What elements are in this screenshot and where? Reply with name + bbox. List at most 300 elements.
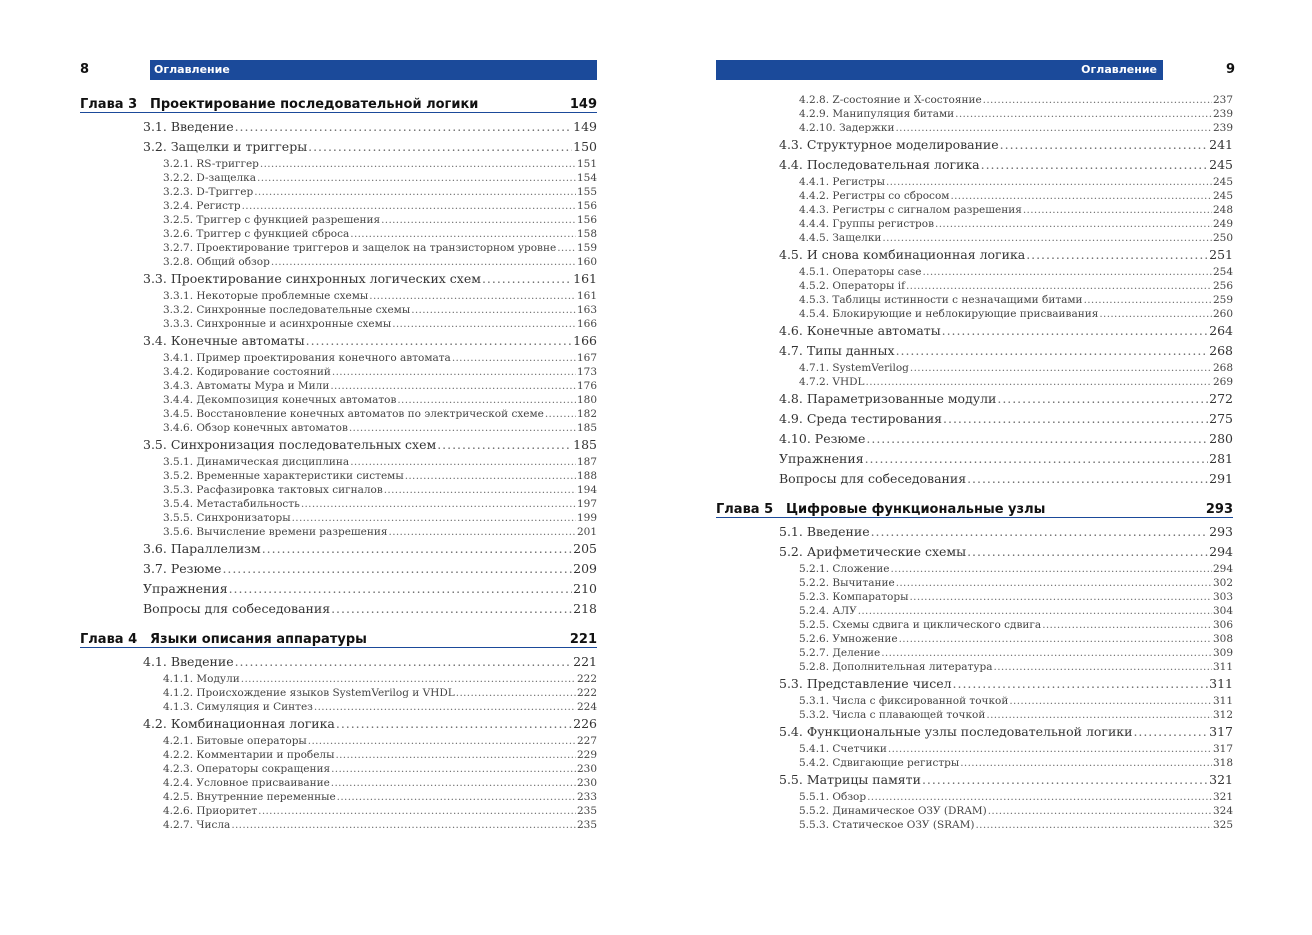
toc-subsection-page: 182 — [576, 408, 597, 420]
toc-subsection-title: 4.5.2. Операторы if — [799, 280, 905, 292]
toc-subsection-title: 3.2.8. Общий обзор — [163, 256, 270, 268]
toc-subsection-title: 4.2.5. Внутренние переменные — [163, 791, 336, 803]
right-page — [716, 0, 1236, 935]
toc-subsection-title: 3.2.1. RS-триггер — [163, 158, 259, 170]
toc-subsection-title: 4.4.3. Регистры с сигналом разрешения — [799, 204, 1022, 216]
toc-subsection-page: 156 — [576, 214, 597, 226]
toc-section-page: 150 — [573, 139, 597, 154]
toc-subsection[interactable] — [716, 189, 1233, 203]
toc-section-page: 245 — [1209, 157, 1233, 172]
toc-subsection-page: 173 — [576, 366, 597, 378]
toc-subsection-page: 230 — [576, 777, 597, 789]
toc-section-title: 5.1. Введение — [779, 524, 870, 539]
toc-subsection[interactable] — [716, 107, 1233, 121]
dot-leader — [950, 189, 1212, 203]
toc-subsection-page: 154 — [576, 172, 597, 184]
toc-subsection-page: 302 — [1212, 577, 1233, 589]
toc-subsection-page: 156 — [576, 200, 597, 212]
dot-leader — [456, 686, 576, 700]
toc-subsection-page: 155 — [576, 186, 597, 198]
toc-subsection[interactable] — [80, 227, 597, 241]
toc-subsection[interactable] — [716, 708, 1233, 722]
toc-subsection-title: 3.5.4. Метастабильность — [163, 498, 300, 510]
running-header: Оглавление — [716, 60, 1163, 80]
toc-subsection-page: 239 — [1212, 122, 1233, 134]
dot-leader — [943, 409, 1208, 429]
toc-section[interactable] — [80, 331, 597, 351]
toc-subsection-page: 235 — [576, 819, 597, 831]
toc-section-page: 209 — [573, 561, 597, 576]
page-number: 8 — [80, 62, 90, 77]
toc-section-page: 311 — [1209, 676, 1233, 691]
toc-subsection[interactable] — [80, 686, 597, 700]
dot-leader — [967, 542, 1208, 562]
table-of-contents — [80, 92, 597, 832]
toc-subsection-title: 5.4.1. Счетчики — [799, 743, 887, 755]
toc-section-title: 4.7. Типы данных — [779, 343, 895, 358]
toc-section-title: 4.6. Конечные автоматы — [779, 323, 941, 338]
toc-section[interactable] — [716, 469, 1233, 489]
toc-subsection-title: 5.5.2. Динамическое ОЗУ (DRAM) — [799, 805, 987, 817]
toc-subsection-title: 5.3.2. Числа с плавающей точкой — [799, 709, 986, 721]
toc-subsection[interactable] — [716, 576, 1233, 590]
toc-subsection-title: 3.5.3. Расфазировка тактовых сигналов — [163, 484, 383, 496]
toc-subsection[interactable] — [716, 590, 1233, 604]
toc-subsection-title: 4.2.2. Комментарии и пробелы — [163, 749, 335, 761]
dot-leader — [292, 511, 576, 525]
toc-section-title: 3.7. Резюме — [143, 561, 222, 576]
toc-section-title: 4.3. Структурное моделирование — [779, 137, 999, 152]
toc-subsection-page: 176 — [576, 380, 597, 392]
toc-section[interactable] — [80, 652, 597, 672]
toc-section[interactable] — [716, 429, 1233, 449]
toc-section-title: 3.3. Проектирование синхронных логических схем — [143, 271, 481, 286]
chapter-heading[interactable] — [80, 92, 597, 113]
toc-section-page: 275 — [1209, 411, 1233, 426]
toc-section-page: 272 — [1209, 391, 1233, 406]
toc-subsection[interactable] — [80, 790, 597, 804]
toc-subsection[interactable] — [80, 776, 597, 790]
toc-subsection-page: 308 — [1212, 633, 1233, 645]
toc-section-page: 226 — [573, 716, 597, 731]
toc-subsection-page: 161 — [576, 290, 597, 302]
toc-subsection-title: 5.5.3. Статическое ОЗУ (SRAM) — [799, 819, 975, 831]
toc-subsection-title: 4.4.4. Группы регистров — [799, 218, 935, 230]
dot-leader — [389, 525, 576, 539]
dot-leader — [452, 351, 576, 365]
dot-leader — [235, 652, 573, 672]
toc-subsection-page: 194 — [576, 484, 597, 496]
toc-section-title: 5.4. Функциональные узлы последовательной логики — [779, 724, 1133, 739]
toc-subsection[interactable] — [716, 562, 1233, 576]
toc-section[interactable] — [80, 559, 597, 579]
toc-subsection-page: 311 — [1212, 661, 1233, 673]
toc-section-page: 251 — [1209, 247, 1233, 262]
toc-section-title: 5.2. Арифметические схемы — [779, 544, 967, 559]
dot-leader — [331, 776, 576, 790]
toc-subsection[interactable] — [716, 293, 1233, 307]
dot-leader — [1000, 135, 1208, 155]
toc-subsection-page: 312 — [1212, 709, 1233, 721]
toc-subsection-title: 3.4.4. Декомпозиция конечных автоматов — [163, 394, 397, 406]
toc-section-title: 3.1. Введение — [143, 119, 234, 134]
dot-leader — [922, 265, 1211, 279]
toc-subsection[interactable] — [716, 375, 1233, 389]
toc-section[interactable] — [80, 435, 597, 455]
chapter-page: 293 — [1205, 502, 1233, 517]
dot-leader — [482, 269, 572, 289]
toc-subsection[interactable] — [80, 497, 597, 511]
toc-subsection-page: 197 — [576, 498, 597, 510]
toc-section-page: 281 — [1209, 451, 1233, 466]
toc-subsection[interactable] — [716, 660, 1233, 674]
dot-leader — [349, 421, 576, 435]
toc-subsection[interactable] — [80, 734, 597, 748]
toc-section-page: 218 — [573, 601, 597, 616]
dot-leader — [909, 590, 1211, 604]
toc-section-page: 185 — [573, 437, 597, 452]
toc-subsection-title: 4.2.1. Битовые операторы — [163, 735, 307, 747]
toc-subsection-page: 311 — [1212, 695, 1233, 707]
toc-subsection[interactable] — [80, 672, 597, 686]
toc-section[interactable] — [80, 539, 597, 559]
dot-leader — [988, 804, 1212, 818]
toc-subsection-title: 4.5.1. Операторы case — [799, 266, 922, 278]
toc-subsection-title: 3.2.4. Регистр — [163, 200, 241, 212]
toc-subsection[interactable] — [716, 694, 1233, 708]
dot-leader — [557, 241, 576, 255]
toc-subsection[interactable] — [716, 632, 1233, 646]
dot-leader — [1042, 618, 1212, 632]
dot-leader — [262, 539, 572, 559]
dot-leader — [308, 137, 572, 157]
toc-subsection[interactable] — [716, 175, 1233, 189]
toc-section-title: 4.2. Комбинационная логика — [143, 716, 335, 731]
toc-subsection[interactable] — [80, 157, 597, 171]
dot-leader — [994, 660, 1212, 674]
toc-subsection-page: 230 — [576, 763, 597, 775]
toc-subsection[interactable] — [80, 804, 597, 818]
toc-subsection[interactable] — [80, 483, 597, 497]
dot-leader — [997, 389, 1208, 409]
toc-section-title: Упражнения — [143, 581, 228, 596]
toc-subsection-title: 3.4.3. Автоматы Мура и Мили — [163, 380, 330, 392]
toc-subsection[interactable] — [80, 255, 597, 269]
dot-leader — [257, 171, 576, 185]
dot-leader — [392, 317, 576, 331]
toc-subsection-title: 4.2.6. Приоритет — [163, 805, 258, 817]
toc-subsection-page: 248 — [1212, 204, 1233, 216]
toc-section-page: 205 — [573, 541, 597, 556]
toc-section-page: 221 — [573, 654, 597, 669]
toc-subsection[interactable] — [80, 469, 597, 483]
dot-leader — [350, 227, 576, 241]
toc-section-title: 3.2. Защелки и триггеры — [143, 139, 308, 154]
toc-subsection[interactable] — [80, 700, 597, 714]
toc-section[interactable] — [716, 389, 1233, 409]
toc-section[interactable] — [716, 321, 1233, 341]
toc-subsection[interactable] — [716, 818, 1233, 832]
chapter-heading[interactable] — [80, 627, 597, 648]
toc-subsection[interactable] — [80, 455, 597, 469]
toc-section[interactable] — [716, 341, 1233, 361]
toc-subsection-title: 4.4.1. Регистры — [799, 176, 885, 188]
toc-subsection[interactable] — [80, 525, 597, 539]
toc-section-page: 294 — [1209, 544, 1233, 559]
dot-leader — [437, 435, 572, 455]
toc-section-title: 4.9. Среда тестирования — [779, 411, 943, 426]
toc-subsection-page: 324 — [1212, 805, 1233, 817]
toc-subsection-title: 4.2.7. Числа — [163, 819, 231, 831]
dot-leader — [337, 790, 576, 804]
toc-subsection-title: 5.2.6. Умножение — [799, 633, 898, 645]
dot-leader — [1084, 293, 1212, 307]
dot-leader — [942, 321, 1209, 341]
toc-section-title: Упражнения — [779, 451, 864, 466]
toc-subsection-title: 3.4.2. Кодирование состояний — [163, 366, 331, 378]
toc-section-page: 280 — [1209, 431, 1233, 446]
toc-subsection[interactable] — [80, 365, 597, 379]
toc-section[interactable] — [716, 522, 1233, 542]
toc-subsection-title: 4.1.3. Симуляция и Синтез — [163, 701, 313, 713]
toc-subsection-title: 3.3.1. Некоторые проблемные схемы — [163, 290, 369, 302]
toc-subsection[interactable] — [716, 618, 1233, 632]
running-header: Оглавление — [150, 60, 597, 80]
chapter-label: Глава 5 — [716, 502, 774, 517]
toc-subsection[interactable] — [716, 646, 1233, 660]
toc-subsection-page: 303 — [1212, 591, 1233, 603]
toc-section-title: 5.5. Матрицы памяти — [779, 772, 921, 787]
toc-subsection[interactable] — [80, 171, 597, 185]
toc-section-page: 149 — [573, 119, 597, 134]
toc-subsection-page: 227 — [576, 735, 597, 747]
toc-subsection-page: 318 — [1212, 757, 1233, 769]
toc-subsection-title: 3.4.1. Пример проектирования конечного автомата — [163, 352, 451, 364]
toc-subsection[interactable] — [716, 231, 1233, 245]
toc-subsection[interactable] — [716, 203, 1233, 217]
toc-subsection-page: 167 — [576, 352, 597, 364]
toc-subsection-page: 235 — [576, 805, 597, 817]
page-number: 9 — [1226, 62, 1236, 77]
toc-subsection[interactable] — [716, 121, 1233, 135]
toc-subsection[interactable] — [716, 804, 1233, 818]
toc-subsection-title: 4.5.3. Таблицы истинности с незначащими битами — [799, 294, 1083, 306]
toc-subsection-page: 222 — [576, 687, 597, 699]
toc-subsection-title: 3.2.3. D-Триггер — [163, 186, 254, 198]
dot-leader — [1026, 245, 1208, 265]
dot-leader — [384, 483, 576, 497]
toc-subsection-title: 3.5.2. Временные характеристики системы — [163, 470, 404, 482]
toc-subsection[interactable] — [80, 818, 597, 832]
toc-section-title: 3.4. Конечные автоматы — [143, 333, 305, 348]
toc-section-page: 321 — [1209, 772, 1233, 787]
dot-leader — [896, 121, 1212, 135]
toc-section[interactable] — [80, 579, 597, 599]
toc-subsection[interactable] — [80, 351, 597, 365]
toc-section[interactable] — [716, 674, 1233, 694]
toc-section-title: 5.3. Представление чисел — [779, 676, 952, 691]
toc-subsection-title: 4.2.8. Z-состояние и X-состояние — [799, 94, 982, 106]
toc-subsection[interactable] — [80, 185, 597, 199]
toc-subsection-page: 268 — [1212, 362, 1233, 374]
toc-section-page: 317 — [1209, 724, 1233, 739]
toc-subsection-title: 5.4.2. Сдвигающие регистры — [799, 757, 960, 769]
toc-section[interactable] — [716, 722, 1233, 742]
toc-subsection[interactable] — [716, 93, 1233, 107]
toc-subsection-title: 4.4.2. Регистры со сбросом — [799, 190, 950, 202]
toc-section[interactable] — [716, 409, 1233, 429]
toc-subsection-page: 321 — [1212, 791, 1233, 803]
chapter-label: Глава 3 — [80, 97, 138, 112]
toc-subsection-title: 5.2.1. Сложение — [799, 563, 890, 575]
chapter-title: Цифровые функциональные узлы — [786, 502, 1046, 517]
dot-leader — [886, 175, 1212, 189]
toc-subsection-title: 4.4.5. Защелки — [799, 232, 882, 244]
toc-subsection[interactable] — [716, 361, 1233, 375]
toc-subsection[interactable] — [80, 199, 597, 213]
toc-subsection[interactable] — [80, 213, 597, 227]
dot-leader — [308, 734, 576, 748]
dot-leader — [867, 790, 1212, 804]
toc-subsection[interactable] — [80, 407, 597, 421]
dot-leader — [258, 804, 576, 818]
toc-section[interactable] — [716, 449, 1233, 469]
toc-subsection[interactable] — [80, 241, 597, 255]
toc-subsection-page: 151 — [576, 158, 597, 170]
chapter-page: 221 — [569, 632, 597, 647]
chapter-page: 149 — [569, 97, 597, 112]
toc-subsection[interactable] — [80, 511, 597, 525]
toc-subsection-page: 254 — [1212, 266, 1233, 278]
dot-leader — [865, 449, 1209, 469]
toc-subsection-title: 3.2.5. Триггер с функцией разрешения — [163, 214, 381, 226]
toc-subsection[interactable] — [716, 307, 1233, 321]
dot-leader — [229, 579, 573, 599]
toc-subsection-page: 237 — [1212, 94, 1233, 106]
dot-leader — [858, 604, 1212, 618]
toc-section-page: 166 — [573, 333, 597, 348]
toc-subsection[interactable] — [80, 303, 597, 317]
dot-leader — [983, 93, 1212, 107]
toc-subsection-title: 4.2.9. Манипуляция битами — [799, 108, 955, 120]
toc-subsection-page: 249 — [1212, 218, 1233, 230]
dot-leader — [881, 646, 1212, 660]
dot-leader — [1099, 307, 1212, 321]
toc-section[interactable] — [80, 599, 597, 619]
toc-subsection[interactable] — [80, 762, 597, 776]
dot-leader — [301, 497, 576, 511]
dot-leader — [397, 393, 576, 407]
toc-section[interactable] — [80, 117, 597, 137]
dot-leader — [888, 742, 1212, 756]
toc-subsection-page: 187 — [576, 456, 597, 468]
toc-subsection-title: 5.2.2. Вычитание — [799, 577, 895, 589]
toc-subsection-page: 309 — [1212, 647, 1233, 659]
toc-subsection-title: 4.1.2. Происхождение языков SystemVerilog и VHDL — [163, 687, 455, 699]
toc-subsection[interactable] — [80, 317, 597, 331]
toc-subsection-title: 4.2.10. Задержки — [799, 122, 895, 134]
toc-section[interactable] — [80, 714, 597, 734]
toc-subsection-page: 229 — [576, 749, 597, 761]
dot-leader — [960, 756, 1212, 770]
toc-subsection-page: 269 — [1212, 376, 1233, 388]
toc-subsection[interactable] — [716, 604, 1233, 618]
toc-subsection-page: 245 — [1212, 190, 1233, 202]
toc-subsection[interactable] — [80, 393, 597, 407]
toc-section[interactable] — [716, 542, 1233, 562]
dot-leader — [882, 231, 1212, 245]
toc-subsection-page: 201 — [576, 526, 597, 538]
toc-subsection-title: 4.5.4. Блокирующие и неблокирующие присваивания — [799, 308, 1099, 320]
toc-subsection-title: 4.1.1. Модули — [163, 673, 240, 685]
toc-subsection[interactable] — [80, 421, 597, 435]
toc-subsection-page: 233 — [576, 791, 597, 803]
toc-subsection-page: 294 — [1212, 563, 1233, 575]
chapter-title: Проектирование последовательной логики — [150, 97, 479, 112]
dot-leader — [922, 770, 1208, 790]
toc-section-title: 4.10. Резюме — [779, 431, 866, 446]
dot-leader — [369, 289, 576, 303]
dot-leader — [866, 429, 1208, 449]
table-of-contents — [716, 93, 1233, 832]
toc-subsection-title: 3.4.5. Восстановление конечных автоматов по электрической схеме — [163, 408, 544, 420]
toc-subsection-title: 3.5.1. Динамическая дисциплина — [163, 456, 350, 468]
toc-section[interactable] — [716, 770, 1233, 790]
toc-subsection[interactable] — [80, 379, 597, 393]
toc-subsection[interactable] — [80, 748, 597, 762]
toc-section[interactable] — [716, 135, 1233, 155]
dot-leader — [235, 117, 573, 137]
chapter-heading[interactable] — [716, 497, 1233, 518]
toc-subsection-page: 256 — [1212, 280, 1233, 292]
dot-leader — [866, 375, 1212, 389]
dot-leader — [381, 213, 576, 227]
toc-section[interactable] — [716, 245, 1233, 265]
toc-subsection-page: 180 — [576, 394, 597, 406]
toc-subsection[interactable] — [716, 756, 1233, 770]
dot-leader — [350, 455, 576, 469]
toc-subsection-page: 166 — [576, 318, 597, 330]
dot-leader — [242, 199, 576, 213]
toc-subsection[interactable] — [80, 289, 597, 303]
dot-leader — [1009, 694, 1212, 708]
toc-subsection-page: 158 — [576, 228, 597, 240]
toc-section[interactable] — [80, 137, 597, 157]
toc-subsection-page: 325 — [1212, 819, 1233, 831]
toc-subsection-title: 5.3.1. Числа с фиксированной точкой — [799, 695, 1009, 707]
toc-subsection[interactable] — [716, 279, 1233, 293]
toc-subsection[interactable] — [716, 217, 1233, 231]
toc-subsection-page: 160 — [576, 256, 597, 268]
toc-section-page: 161 — [573, 271, 597, 286]
toc-section-page: 293 — [1209, 524, 1233, 539]
toc-subsection-title: 4.7.1. SystemVerilog — [799, 362, 909, 374]
toc-subsection[interactable] — [716, 265, 1233, 279]
toc-subsection-page: 259 — [1212, 294, 1233, 306]
dot-leader — [336, 714, 572, 734]
toc-subsection-title: 4.7.2. VHDL — [799, 376, 865, 388]
dot-leader — [330, 379, 576, 393]
toc-subsection[interactable] — [716, 790, 1233, 804]
toc-subsection[interactable] — [716, 742, 1233, 756]
toc-section[interactable] — [716, 155, 1233, 175]
toc-section-page: 291 — [1209, 471, 1233, 486]
toc-section-title: 4.4. Последовательная логика — [779, 157, 980, 172]
toc-section[interactable] — [80, 269, 597, 289]
toc-section-title: Вопросы для собеседования — [143, 601, 331, 616]
toc-section-title: 4.8. Параметризованные модули — [779, 391, 997, 406]
left-page — [80, 0, 597, 935]
